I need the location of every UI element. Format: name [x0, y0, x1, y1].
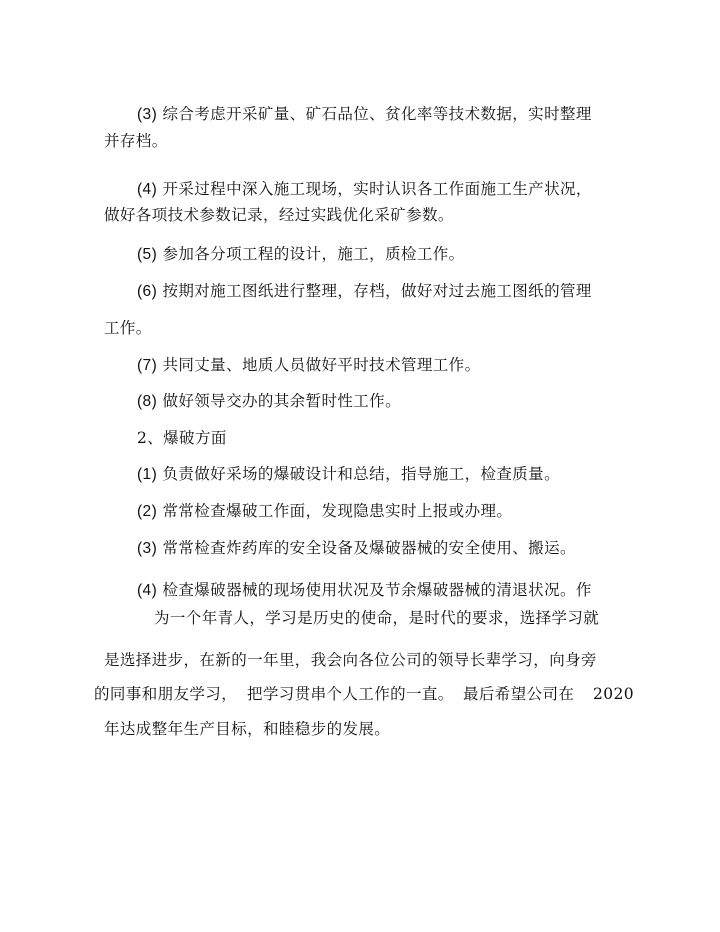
item-text: 常常检查炸药库的安全设备及爆破器械的安全使用、搬运。: [162, 539, 576, 557]
item-3-line2: 并存档。: [104, 132, 168, 150]
item-6-line2: 工作。: [104, 319, 152, 337]
blast-item-4: [137, 580, 592, 601]
item-number: (7): [137, 357, 158, 374]
item-text: 常常检查爆破工作面，发现隐患实时上报或办理。: [162, 502, 513, 520]
closing-line-4: 年达成整年生产目标，和睦稳步的发展。: [104, 720, 391, 738]
item-text: 综合考虑开采矿量、矿石品位、贫化率等技术数据，实时整理: [162, 105, 592, 123]
item-number: (5): [137, 246, 158, 263]
item-5-line1: [137, 244, 465, 265]
item-4-line1: [137, 179, 592, 200]
item-3-line1: [137, 104, 592, 125]
blast-item-3: [137, 538, 576, 559]
item-number: (2): [137, 503, 158, 520]
blast-item-1: [137, 464, 560, 485]
closing-year: 2020: [593, 685, 635, 703]
closing-line-3a: 的同事和朋友学习，: [94, 685, 238, 703]
item-4-line2: 做好各项技术参数记录，经过实践优化采矿参数。: [104, 206, 454, 224]
item-number: (8): [137, 393, 158, 410]
closing-line-2: 是选择进步，在新的一年里，我会向各位公司的领导长辈学习，向身旁: [104, 651, 597, 669]
item-text: 参加各分项工程的设计，施工，质检工作。: [162, 245, 465, 263]
item-number: (4): [137, 582, 158, 599]
closing-line-3c: 最后希望公司在: [463, 685, 575, 703]
item-number: (6): [137, 283, 158, 300]
item-7-line1: [137, 355, 481, 376]
item-number: (4): [137, 181, 158, 198]
closing-line-3b: 把学习贯串个人工作的一直。: [247, 685, 454, 703]
item-8-line1: [137, 391, 401, 412]
item-text: 做好领导交办的其余暂时性工作。: [162, 392, 401, 410]
blast-item-2: [137, 501, 512, 522]
item-text: 共同丈量、地质人员做好平时技术管理工作。: [162, 356, 481, 374]
item-6-line1: [137, 281, 592, 302]
item-text: 检查爆破器械的现场使用状况及节余爆破器械的清退状况。作: [162, 581, 592, 599]
closing-line-1: 为一个年青人，学习是历史的使命，是时代的要求，选择学习就: [154, 609, 600, 627]
item-number: (3): [137, 106, 158, 123]
item-number: (3): [137, 540, 158, 557]
section-heading: 2、爆破方面: [137, 429, 227, 447]
item-text: 按期对施工图纸进行整理，存档，做好对过去施工图纸的管理: [162, 282, 592, 300]
item-text: 开采过程中深入施工现场，实时认识各工作面施工生产状况，: [162, 180, 592, 198]
item-number: (1): [137, 466, 158, 483]
item-text: 负责做好采场的爆破设计和总结，指导施工，检查质量。: [162, 465, 560, 483]
